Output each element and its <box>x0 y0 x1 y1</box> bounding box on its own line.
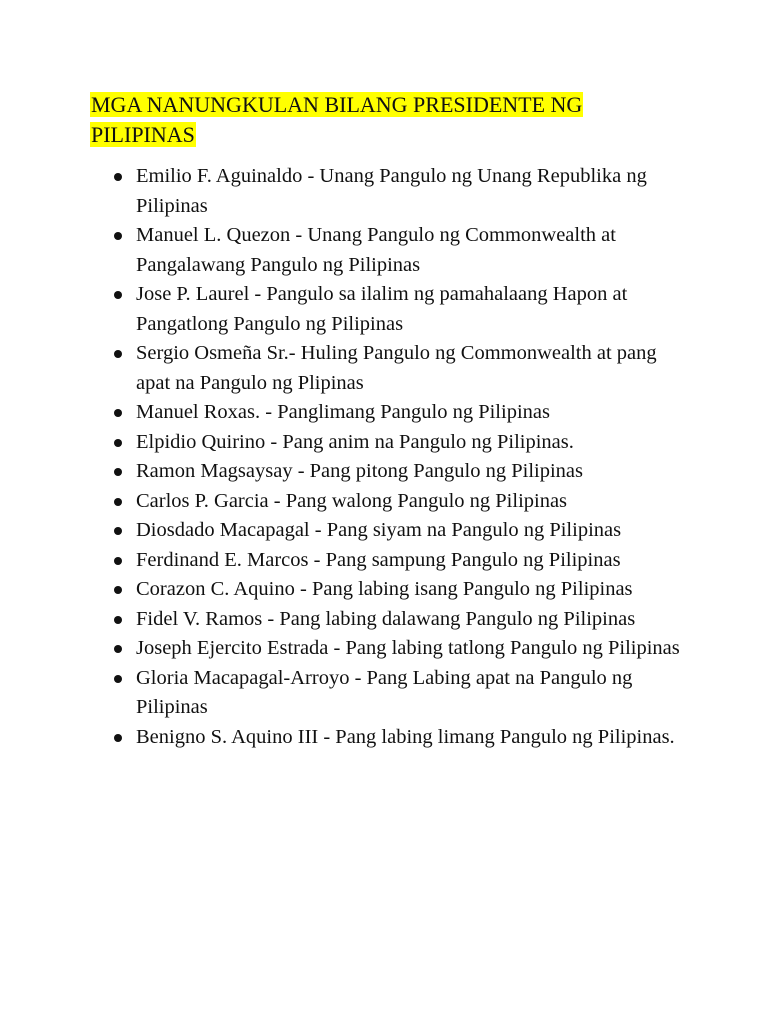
list-item-text: Emilio F. Aguinaldo - Unang Pangulo ng Unang Republika ng Pilipinas <box>136 165 647 217</box>
president-list <box>0 162 768 752</box>
list-item <box>0 280 681 339</box>
list-item <box>0 457 681 487</box>
list-item-text: Manuel Roxas. - Panglimang Pangulo ng Pilipinas <box>136 401 550 423</box>
bullet-icon <box>114 232 122 240</box>
bullet-icon <box>114 291 122 299</box>
title-highlight: MGA NANUNGKULAN BILANG PRESIDENTE NG PILIPINAS <box>91 92 583 147</box>
list-item-text: Diosdado Macapagal - Pang siyam na Pangulo ng Pilipinas <box>136 519 622 541</box>
list-item-text: Sergio Osmeña Sr.- Huling Pangulo ng Commonwealth at pang apat na Pangulo ng Plipinas <box>136 342 657 394</box>
bullet-icon <box>114 645 122 653</box>
list-item <box>0 162 681 221</box>
list-item-text: Manuel L. Quezon - Unang Pangulo ng Commonwealth at Pangalawang Pangulo ng Pilipinas <box>136 224 616 276</box>
list-item-text: Jose P. Laurel - Pangulo sa ilalim ng pamahalaang Hapon at Pangatlong Pangulo ng Pilipinas <box>136 283 628 335</box>
document-title <box>90 90 650 150</box>
list-item-text: Ramon Magsaysay - Pang pitong Pangulo ng Pilipinas <box>136 460 583 482</box>
list-item-text: Elpidio Quirino - Pang anim na Pangulo ng Pilipinas. <box>136 430 574 453</box>
bullet-icon <box>114 734 122 742</box>
list-item <box>0 664 681 723</box>
bullet-icon <box>114 557 122 565</box>
list-item-text: Corazon C. Aquino - Pang labing isang Pangulo ng Pilipinas <box>136 578 633 600</box>
list-item <box>0 575 681 605</box>
list-item-text: Ferdinand E. Marcos - Pang sampung Pangulo ng Pilipinas <box>136 548 621 571</box>
list-item <box>0 605 681 635</box>
bullet-icon <box>114 409 122 417</box>
bullet-icon <box>114 616 122 624</box>
bullet-icon <box>114 350 122 358</box>
list-item <box>0 428 681 458</box>
list-item-text: Carlos P. Garcia - Pang walong Pangulo ng Pilipinas <box>136 489 568 512</box>
bullet-icon <box>114 586 122 594</box>
bullet-icon <box>114 527 122 535</box>
bullet-icon <box>114 173 122 181</box>
list-item <box>0 487 681 517</box>
list-item <box>0 723 681 753</box>
list-item <box>0 516 681 546</box>
list-item-text: Fidel V. Ramos - Pang labing dalawang Pangulo ng Pilipinas <box>136 607 636 630</box>
list-item <box>0 634 681 664</box>
bullet-icon <box>114 468 122 476</box>
list-item-text: Benigno S. Aquino III - Pang labing limang Pangulo ng Pilipinas. <box>136 725 675 748</box>
list-item-text: Gloria Macapagal-Arroyo - Pang Labing apat na Pangulo ng Pilipinas <box>136 666 633 718</box>
list-item <box>0 546 681 576</box>
bullet-icon <box>114 498 122 506</box>
bullet-icon <box>114 439 122 447</box>
list-item-text: Joseph Ejercito Estrada - Pang labing tatlong Pangulo ng Pilipinas <box>136 637 680 659</box>
list-item <box>0 339 681 398</box>
bullet-icon <box>114 675 122 683</box>
list-item <box>0 398 681 428</box>
list-item <box>0 221 681 280</box>
